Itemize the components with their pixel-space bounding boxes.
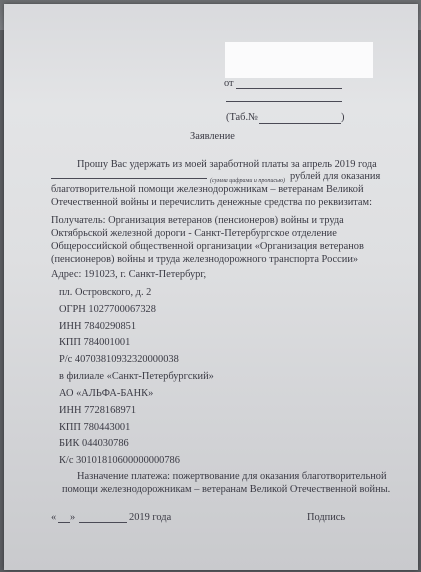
date-year: 2019 года <box>129 512 172 523</box>
bank-inn: ИНН 7728168971 <box>59 405 137 416</box>
bank-name: АО «АЛЬФА-БАНК» <box>59 388 154 399</box>
sum-hint: (сумма цифрами и прописью) <box>210 178 286 184</box>
recipient-line-4: (пенсионеров) войны и труда железнодорожного транспорта России» <box>51 254 359 265</box>
recipient-line-3: Общероссийской общественной организации «Организация ветеранов <box>51 241 364 252</box>
date-open-quote: « <box>51 512 57 523</box>
purpose-line-2: помощи железнодорожникам – ветеранам Великой Отечественной войны. <box>62 484 391 495</box>
from-line <box>236 88 342 89</box>
settlement-account: Р/с 40703810932320000038 <box>59 354 179 365</box>
address-line-1: Адрес: 191023, г. Санкт-Петербург, <box>51 269 207 280</box>
body-line-4: Отечественной войны и перечислить денежные средства по реквизитам: <box>51 197 372 208</box>
from-label: от <box>224 78 234 89</box>
recipient-line-1: Получатель: Организация ветеранов (пенсионеров) войны и труда <box>51 215 344 226</box>
bank-kpp: КПП 780443001 <box>59 422 131 433</box>
recipient-line-2: Октябрьской железной дороги - Санкт-Петербургское отделение <box>51 228 337 239</box>
date-close-quote: » <box>70 512 76 523</box>
body-line-3: благотворительной помощи железнодорожникам – ветеранам Великой <box>51 184 364 195</box>
correspondent-account: К/с 30101810600000000786 <box>59 455 180 466</box>
body-line-2-end: рублей для оказания <box>290 171 381 182</box>
inn: ИНН 7840290851 <box>59 321 137 332</box>
address-line-2: пл. Островского, д. 2 <box>59 287 152 298</box>
date-day-line <box>58 522 70 523</box>
tab-number-close: ) <box>341 112 345 123</box>
document-title: Заявление <box>190 131 235 142</box>
name-line <box>226 101 342 102</box>
kpp: КПП 784001001 <box>59 337 131 348</box>
tab-number-line <box>259 123 341 124</box>
purpose-line-1: Назначение платежа: пожертвование для оказания благотворительной <box>77 471 387 482</box>
document-page <box>4 4 418 570</box>
ogrn: ОГРН 1027700067328 <box>59 304 156 315</box>
redacted-name-block <box>225 42 373 78</box>
date-month-line <box>79 522 127 523</box>
tab-number-label: (Таб.№ <box>226 112 258 123</box>
body-line-1: Прошу Вас удержать из моей заработной платы за апрель 2019 года <box>77 159 377 170</box>
bik: БИК 044030786 <box>59 438 129 449</box>
sum-line <box>51 178 207 179</box>
bank-branch: в филиале «Санкт-Петербургский» <box>59 371 214 382</box>
signature-label: Подпись <box>307 512 346 523</box>
